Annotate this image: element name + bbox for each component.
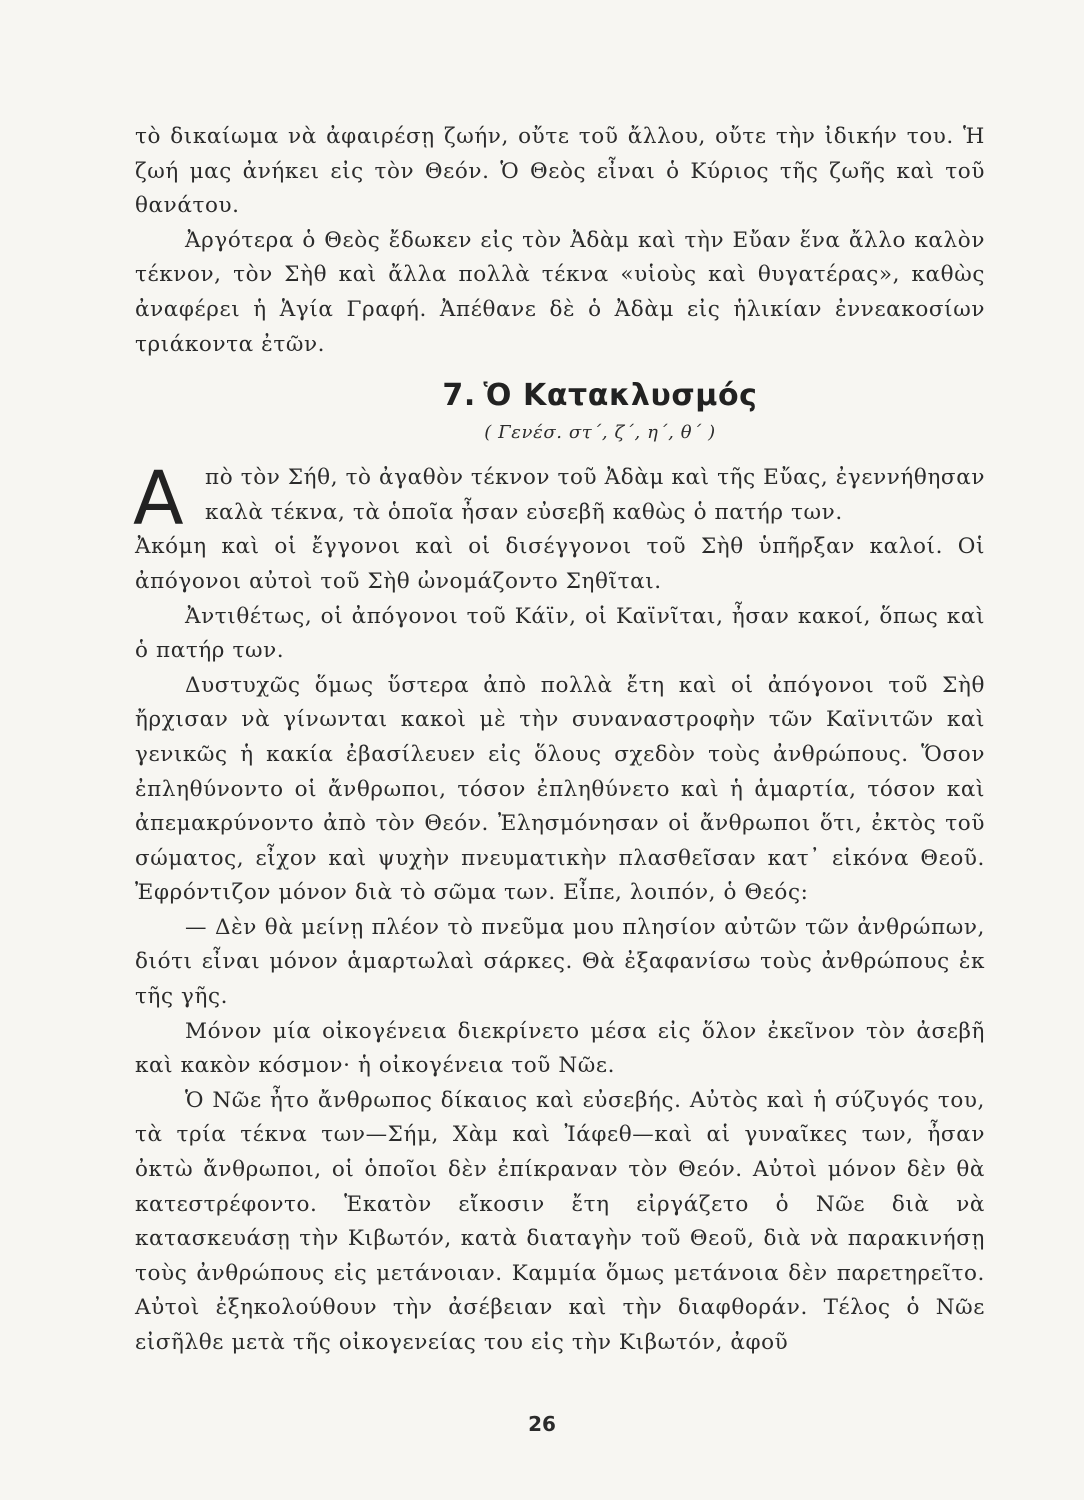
page-text: [135, 120, 985, 1361]
chapter-number: 7.: [442, 378, 476, 414]
paragraph-corruption: Δυστυχῶς ὅμως ὕστερα ἀπὸ πολλὰ ἔτη καὶ οἱ ἀπόγονοι τοῦ Σὴθ ἤρχισαν νὰ γίνωνται κακοὶ μὲ τὴν συναναστροφὴν τῶν Καϊνιτῶν καὶ γενικῶς ἡ κακία ἐβασίλευεν εἰς ὅλους σχεδὸν τοὺς ἀνθρώπους. Ὅσον ἐπληθύνοντο οἱ ἄνθρωποι, τόσον ἐπληθύνετο καὶ ἡ ἁμαρτία, τόσον καὶ ἀπεμακρύνοντο ἀπὸ τὸν Θεόν. Ἐλησμόνησαν οἱ ἄνθρωποι ὅτι, ἐκτὸς τοῦ σώματος, εἶχον καὶ ψυχὴν πνευματικὴν πλασθεῖσαν κατ᾿ εἰκόνα Θεοῦ. Ἐφρόντιζον μόνον διὰ τὸ σῶμα των. Εἶπε, λοιπόν, ὁ Θεός:: [135, 672, 985, 906]
paragraph-noah-ark: Ὁ Νῶε ἦτο ἄνθρωπος δίκαιος καὶ εὐσεβής. Αὐτὸς καὶ ἡ σύζυγός του, τὰ τρία τέκνα των—Σήμ, Χὰμ καὶ Ἰάφεθ—καὶ αἱ γυναῖκες των, ἦσαν ὀκτὼ ἄνθρωποι, οἱ ὁποῖοι δὲν ἐπίκραναν τὸν Θεόν. Αὐτοὶ μόνον δὲν θὰ κατεστρέφοντο. Ἑκατὸν εἴκοσιν ἔτη εἰργάζετο ὁ Νῶε διὰ νὰ κατασκευάσῃ τὴν Κιβωτόν, κατὰ διαταγὴν τοῦ Θεοῦ, διὰ νὰ παρακινήσῃ τοὺς ἀνθρώπους εἰς μετάνοιαν. Καμμία ὅμως μετάνοια δὲν παρετηρεῖτο. Αὐτοὶ ἐξηκολούθουν τὴν ἀσέβειαν καὶ τὴν διαφθοράν. Τέλος ὁ Νῶε εἰσῆλθε μετὰ τῆς οἰκογενείας του εἰς τὴν Κιβωτόν, ἀφοῦ: [135, 1087, 985, 1355]
first-paragraph-opening: πὸ τὸν Σήθ, τὸ ἀγαθὸν τέκνον τοῦ Ἀδὰμ καὶ τῆς Εὔας, ἐγεννήθησαν καλὰ τέκνα, τὰ ὁποῖα ἦσαν εὐσεβῆ καθὼς ὁ πατήρ των.: [205, 465, 985, 525]
page-number: 26: [528, 1412, 556, 1436]
chapter-heading: [135, 376, 985, 419]
paragraph-cainites: Ἀντιθέτως, οἱ ἀπόγονοι τοῦ Κάϊν, οἱ Καϊνῖται, ἦσαν κακοί, ὅπως καὶ ὁ πατήρ των.: [135, 603, 985, 664]
chapter-title: Ὁ Κατακλυσμός: [483, 378, 758, 414]
chapter-reference: ( Γενέσ. στ΄, ζ΄, η΄, θ΄ ): [484, 422, 716, 444]
first-paragraph-rest: Ἀκόμη καὶ οἱ ἔγγονοι καὶ οἱ δισέγγονοι τοῦ Σὴθ ὑπῆρξαν καλοί. Οἱ ἀπόγονοι αὐτοὶ τοῦ Σὴθ ὠνομάζοντο Σηθῖται.: [135, 534, 985, 594]
drop-cap: Α: [133, 456, 185, 543]
first-paragraph: [133, 456, 985, 599]
intro-paragraph-2: Ἀργότερα ὁ Θεὸς ἔδωκεν εἰς τὸν Ἀδὰμ καὶ τὴν Εὔαν ἕνα ἄλλο καλὸν τέκνον, τὸν Σὴθ καὶ ἄλλα πολλὰ τέκνα «υἱοὺς καὶ θυγατέρας», καθὼς ἀναφέρει ἡ Ἁγία Γραφή. Ἀπέθανε δὲ ὁ Ἀδὰμ εἰς ἡλικίαν ἐννεακοσίων τριάκοντα ἐτῶν.: [135, 227, 985, 357]
paragraph-gods-words: — Δὲν θὰ μείνῃ πλέον τὸ πνεῦμα μου πλησίον αὐτῶν τῶν ἀνθρώπων, διότι εἶναι μόνον ἁμαρτωλαὶ σάρκες. Θὰ ἐξαφανίσω τοὺς ἀνθρώπους ἐκ τῆς γῆς.: [135, 914, 985, 1010]
intro-paragraph-1: τὸ δικαίωμα νὰ ἀφαιρέσῃ ζωήν, οὔτε τοῦ ἄλλου, οὔτε τὴν ἰδικήν του. Ἡ ζωή μας ἀνήκει εἰς τὸν Θεόν. Ὁ Θεὸς εἶναι ὁ Κύριος τῆς ζωῆς καὶ τοῦ θανάτου.: [135, 124, 985, 219]
paragraph-noah-family: Μόνον μία οἰκογένεια διεκρίνετο μέσα εἰς ὅλον ἐκεῖνον τὸν ἀσεβῆ καὶ κακὸν κόσμον· ἡ οἰκογένεια τοῦ Νῶε.: [135, 1018, 985, 1079]
